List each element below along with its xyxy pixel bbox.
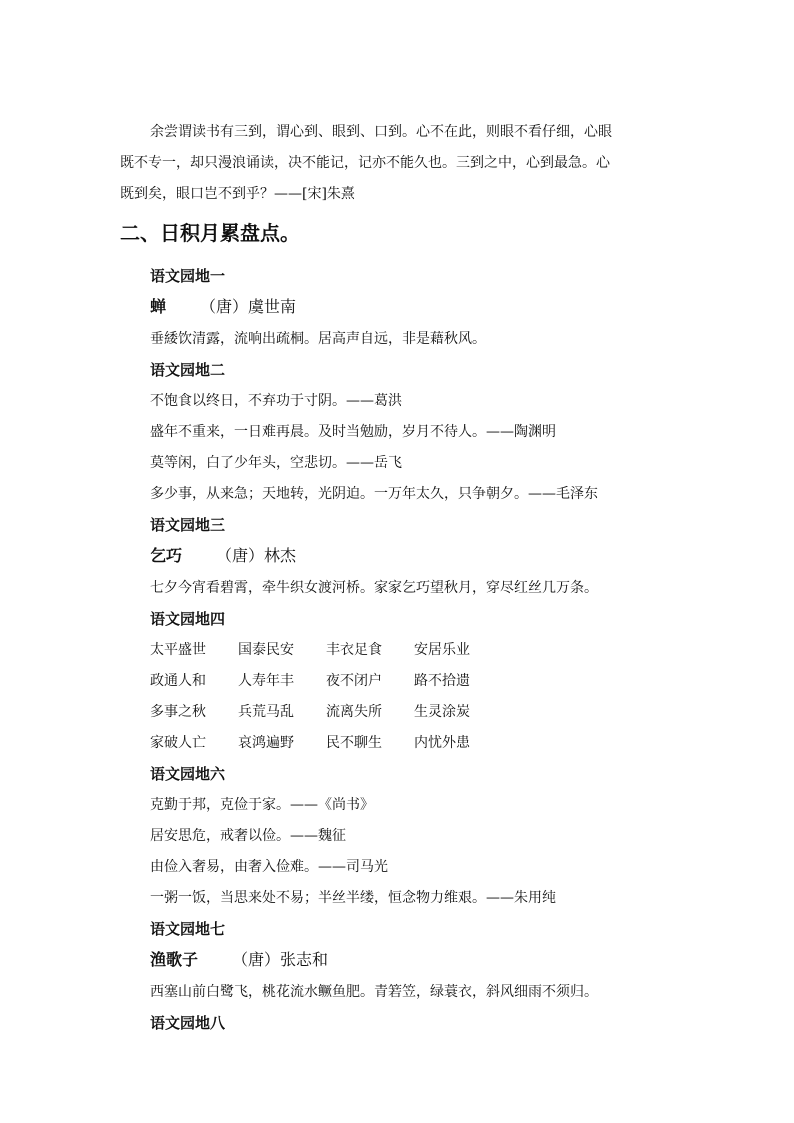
idiom: 生灵涂炭	[414, 704, 470, 720]
s7-title: 语文园地七	[150, 920, 226, 938]
s7-poem-title: 渔歌子	[150, 950, 199, 969]
idiom: 兵荒马乱	[238, 704, 294, 720]
idiom: 流离失所	[326, 704, 382, 720]
s7-poem-text: 西塞山前白鹭飞，桃花流水鳜鱼肥。青箬笠，绿蓑衣，斜风细雨不须归。	[150, 984, 598, 1000]
s6-line-3: 由俭入奢易，由奢入俭难。——司马光	[150, 859, 388, 875]
intro-line-1: 余尝谓读书有三到，谓心到、眼到、口到。心不在此，则眼不看仔细，心眼	[150, 124, 612, 140]
s6-line-4: 一粥一饭，当思来处不易；半丝半缕，恒念物力维艰。——朱用纯	[150, 890, 556, 906]
s6-line-1: 克勤于邦，克俭于家。——《尚书》	[150, 797, 374, 813]
idiom-row-2	[150, 673, 502, 689]
idiom: 多事之秋	[150, 704, 206, 720]
s1-poem-title: 蝉	[150, 297, 167, 316]
section-heading: 二、日积月累盘点。	[120, 221, 300, 245]
s3-poem-author: （唐）林杰	[216, 546, 297, 565]
s3-poem-title: 乞巧	[150, 546, 183, 565]
idiom-row-1	[150, 642, 502, 658]
idiom: 丰衣足食	[326, 642, 382, 658]
s7-poem-heading	[150, 952, 328, 968]
s1-poem-text: 垂緌饮清露，流响出疏桐。居高声自远，非是藉秋风。	[150, 331, 486, 347]
s8-title: 语文园地八	[150, 1014, 226, 1032]
s6-line-2: 居安思危，戒奢以俭。——魏征	[150, 828, 346, 844]
s7-poem-author: （唐）张志和	[232, 950, 329, 969]
idiom: 家破人亡	[150, 735, 206, 751]
s1-poem-heading	[150, 299, 296, 315]
idiom: 内忧外患	[414, 735, 470, 751]
idiom: 政通人和	[150, 673, 206, 689]
idiom: 路不拾遗	[414, 673, 470, 689]
idiom-row-3	[150, 704, 502, 720]
intro-line-2: 既不专一，却只漫浪诵读，决不能记，记亦不能久也。三到之中，心到最急。心	[120, 155, 610, 171]
idiom: 国泰民安	[238, 642, 294, 658]
s2-line-4: 多少事，从来急；天地转，光阴迫。一万年太久，只争朝夕。——毛泽东	[150, 486, 598, 502]
idiom: 人寿年丰	[238, 673, 294, 689]
s6-title: 语文园地六	[150, 765, 226, 783]
s1-title: 语文园地一	[150, 267, 226, 285]
s4-title: 语文园地四	[150, 610, 226, 628]
idiom: 民不聊生	[326, 735, 382, 751]
idiom: 安居乐业	[414, 642, 470, 658]
s1-poem-author: （唐）虞世南	[200, 297, 297, 316]
idiom: 太平盛世	[150, 642, 206, 658]
intro-line-3: 既到矣，眼口岂不到乎？——[宋]朱熹	[120, 186, 355, 202]
idiom-row-4	[150, 735, 502, 751]
idiom: 哀鸿遍野	[238, 735, 294, 751]
s3-poem-heading	[150, 548, 296, 564]
s2-line-3: 莫等闲，白了少年头，空悲切。——岳飞	[150, 455, 402, 471]
s2-title: 语文园地二	[150, 361, 226, 379]
idiom: 夜不闭户	[326, 673, 382, 689]
s2-line-2: 盛年不重来，一日难再晨。及时当勉励，岁月不待人。——陶渊明	[150, 424, 556, 440]
s3-poem-text: 七夕今宵看碧霄，牵牛织女渡河桥。家家乞巧望秋月，穿尽红丝几万条。	[150, 580, 598, 596]
s3-title: 语文园地三	[150, 516, 226, 534]
s2-line-1: 不饱食以终日，不弃功于寸阴。——葛洪	[150, 393, 402, 409]
